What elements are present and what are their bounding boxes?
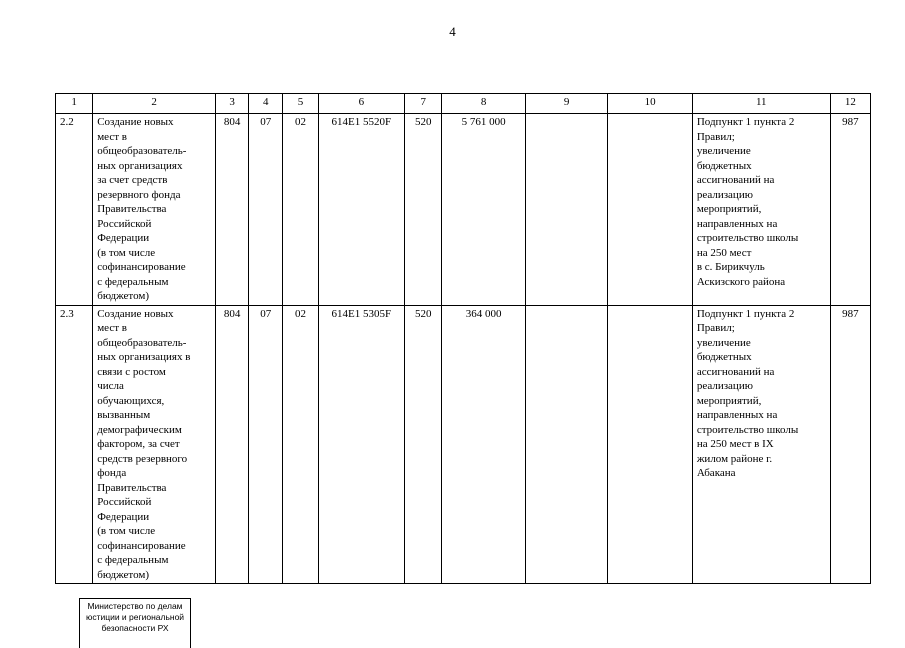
ministry-stamp: Министерство по делам юстиции и региональной безопасности РХ — [79, 598, 191, 648]
cell-col7: 520 — [405, 114, 442, 306]
cell-col3: 804 — [215, 114, 248, 306]
budget-table — [55, 93, 871, 584]
table-header-row — [56, 94, 871, 114]
row-number: 2.2 — [56, 114, 93, 306]
item-name: Создание новых мест в общеобразователь- ных организациях в связи с ростом числа обучающихся, вызванным демографическим фактором, за счет средств резервного фонда Правительства Российской Федерации (в том числе софинансирование с федеральным бюджетом) — [93, 305, 216, 584]
column-header: 4 — [249, 94, 283, 114]
column-header: 12 — [830, 94, 870, 114]
column-header: 11 — [692, 94, 830, 114]
cell-col3: 804 — [215, 305, 248, 584]
column-header: 10 — [608, 94, 693, 114]
column-header: 5 — [283, 94, 318, 114]
column-header: 1 — [56, 94, 93, 114]
cell-col4: 07 — [249, 305, 283, 584]
column-header: 3 — [215, 94, 248, 114]
column-header: 9 — [525, 94, 608, 114]
table-row — [56, 114, 871, 306]
page-number: 4 — [449, 24, 456, 39]
basis-text: Подпункт 1 пункта 2 Правил; увеличение бюджетных ассигнований на реализацию мероприятий, направленных на строительство школы на 250 мест в IX жилом районе г. Абакана — [692, 305, 830, 584]
cell-col4: 07 — [249, 114, 283, 306]
item-name: Создание новых мест в общеобразователь- ных организациях за счет средств резервного фонда Правительства Российской Федерации (в том числе софинансирование с федеральным бюджетом) — [93, 114, 216, 306]
table-row — [56, 305, 871, 584]
amount: 364 000 — [442, 305, 526, 584]
cell-col5: 02 — [283, 305, 318, 584]
cell-col10 — [608, 114, 693, 306]
column-header: 6 — [318, 94, 405, 114]
cell-col12: 987 — [830, 114, 870, 306]
column-header: 2 — [93, 94, 216, 114]
cell-col10 — [608, 305, 693, 584]
cell-col9 — [525, 114, 608, 306]
cell-col7: 520 — [405, 305, 442, 584]
budget-code: 614E1 5520F — [318, 114, 405, 306]
column-header: 7 — [405, 94, 442, 114]
budget-code: 614E1 5305F — [318, 305, 405, 584]
column-header: 8 — [442, 94, 526, 114]
cell-col12: 987 — [830, 305, 870, 584]
basis-text: Подпункт 1 пункта 2 Правил; увеличение бюджетных ассигнований на реализацию мероприятий, направленных на строительство школы на 250 мест в с. Бирикчуль Аскизского района — [692, 114, 830, 306]
row-number: 2.3 — [56, 305, 93, 584]
amount: 5 761 000 — [442, 114, 526, 306]
cell-col9 — [525, 305, 608, 584]
cell-col5: 02 — [283, 114, 318, 306]
